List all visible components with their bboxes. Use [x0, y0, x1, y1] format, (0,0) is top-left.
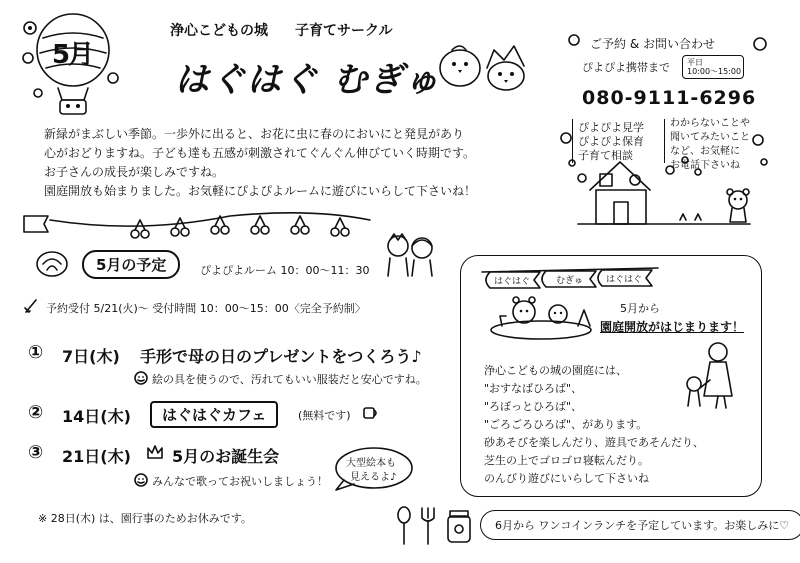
item-3-date: 21日(木): [62, 447, 131, 466]
garden-text: 浄心こどもの城の園庭には、 "おすなばひろば"、 "ろぼっとひろば"、 "ごろごろひろば"、があります。 砂あそびを楽しんだり、遊具であそんだり、 芝生の上でゴロゴロ寝転んだり。 のんびり遊びにいらして下さいね: [484, 364, 704, 485]
item-1-date: 7日(木): [62, 347, 120, 366]
smile-icon: [134, 370, 148, 384]
pencil-icon: [24, 298, 38, 314]
cabbage-icon: [35, 248, 69, 278]
service-list: ぴよぴよ見学 ぴよぴよ保育 子育て相談: [578, 121, 644, 162]
schedule-heading: 5月の予定: [82, 250, 180, 279]
flag-3: はぐはぐ: [606, 275, 643, 285]
speech-bubble: 大型絵本も 見えるよ♪: [334, 446, 414, 492]
intro-text: 新緑がまぶしい季節。一歩外に出ると、お花に虫に春のにおいにと発見があり 心がおどりますね。子ども達も五感が刺激されてぐんぐん伸びていく時期です。 お子さんの成長が楽しみですね。 園庭開放も始まりました。お気軽にぴよぴよルームに遊びにいらして下さいね！: [44, 127, 477, 198]
page-title: はぐはぐ むぎゅ: [175, 60, 441, 100]
flag-1: はぐはぐ: [494, 277, 531, 287]
jar-icon: [444, 510, 474, 544]
garden-intro-2: 園庭開放がはじまります！: [600, 320, 745, 334]
spoon-icon: [394, 506, 414, 546]
smile-icon-2: [134, 472, 148, 486]
item-1-title: 手形で母の日のプレゼントをつくろう♪: [140, 347, 422, 366]
chick-icon: [432, 28, 532, 98]
garden-intro-1: 5月から: [620, 302, 660, 315]
room-time: ぴよぴよルーム 10：00〜11：30: [200, 264, 370, 277]
closed-note: ※ 28日(木) は、園行事のためお休みです。: [38, 512, 252, 525]
contact-note: わからないことや 聞いてみたいこと など、お気軽に お電話下さいね: [670, 118, 750, 171]
flag-2: むぎゅ: [556, 276, 584, 286]
item-3-num: ③: [28, 442, 44, 463]
month-badge: 5月: [52, 40, 93, 70]
item-2-note: (無料です): [298, 409, 351, 422]
phone-number[interactable]: 080-9111-6296: [582, 87, 757, 109]
contact-heading: ご予約 & お問い合わせ: [590, 37, 715, 51]
item-2-num: ②: [28, 402, 44, 423]
fork-icon: [418, 506, 438, 546]
cherry-icon: [20, 208, 380, 244]
item-2-title: はぐはぐカフェ: [150, 401, 278, 428]
item-3-title: 5月のお誕生会: [172, 447, 280, 466]
bear-icon: [718, 186, 758, 226]
item-3-note: みんなで歌ってお祝いしましょう！: [152, 475, 328, 488]
org-name: 浄心こどもの城: [170, 23, 268, 39]
reservation-info: 予約受付 5/21(火)〜 受付時間 10：00〜15：00〈完全予約制〉: [46, 302, 366, 315]
hours-box: 平日 10:00〜15:00: [682, 55, 744, 79]
item-1-num: ①: [28, 342, 44, 363]
item-1-note: 絵の具を使うので、汚れてもいい服装だと安心ですね。: [152, 373, 427, 386]
children-icon: [380, 232, 440, 278]
sandbox-icon: [486, 290, 596, 342]
mom-child-icon: [680, 340, 740, 410]
lunch-notice: 6月から ワンコインランチを予定しています。お楽しみに♡: [480, 510, 800, 540]
utensils-group: [394, 506, 484, 546]
item-2-date: 14日(木): [62, 407, 131, 426]
cup-icon: [362, 404, 378, 420]
phone-label: ぴよぴよ携帯まで: [582, 61, 670, 74]
circle-name: 子育てサークル: [295, 23, 393, 39]
crown-icon: [146, 444, 164, 460]
